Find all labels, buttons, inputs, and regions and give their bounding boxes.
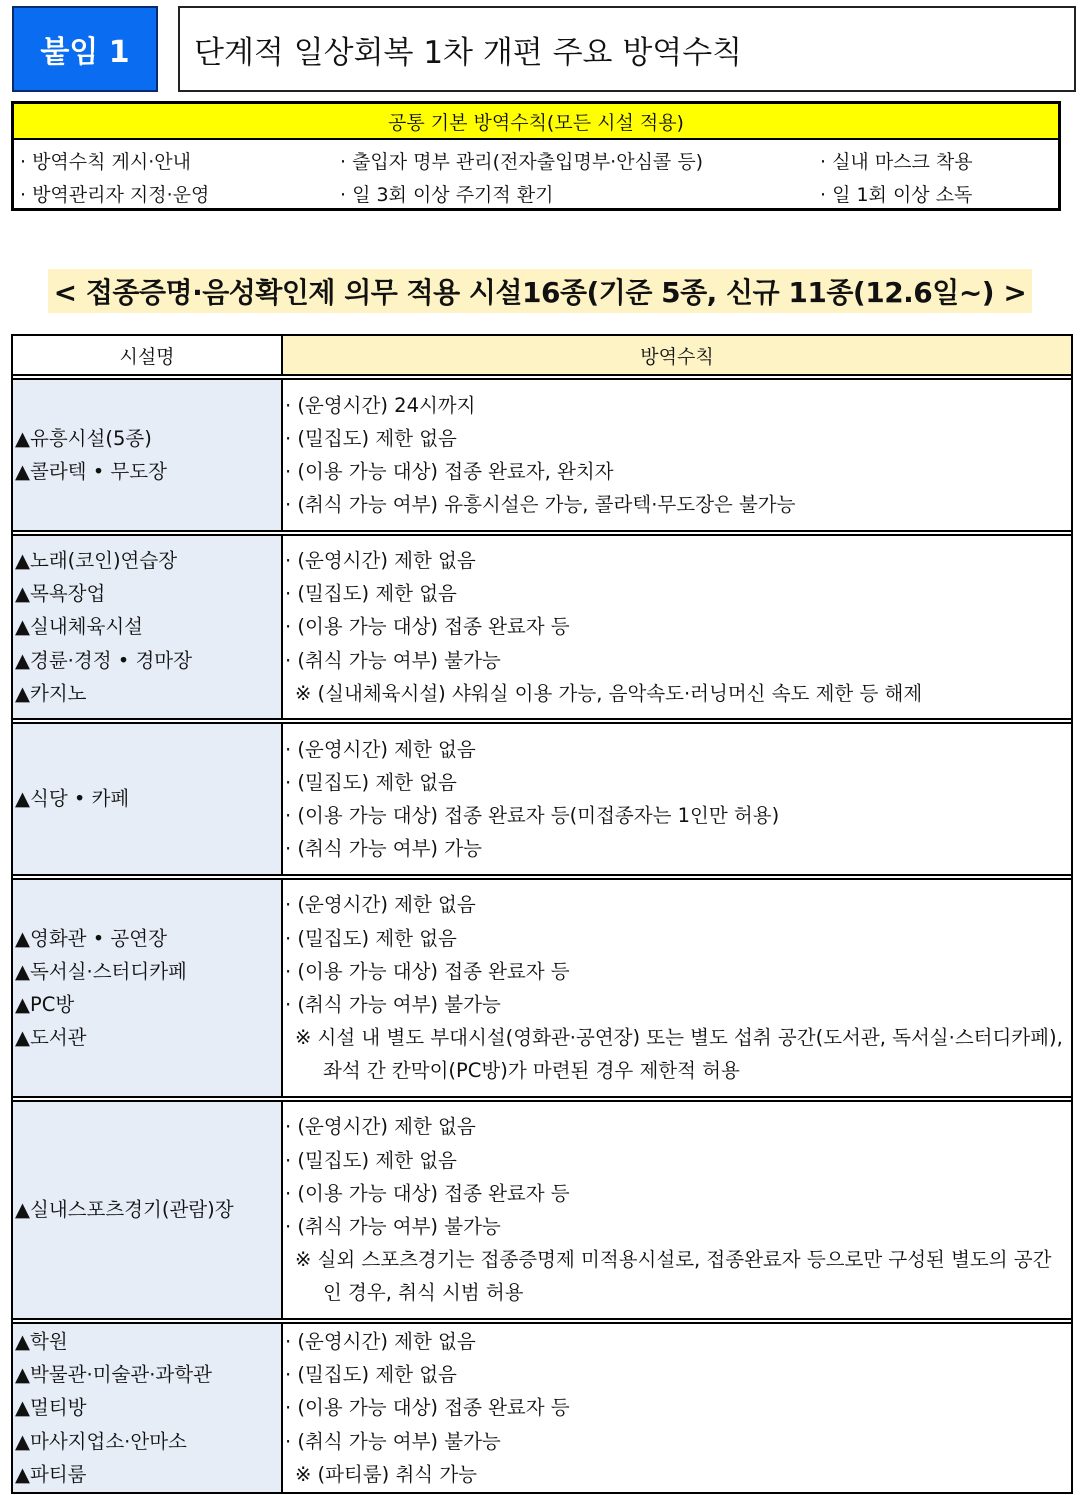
facility-cell [12, 1101, 282, 1319]
facility-name: ▲독서실·스터디카페 [15, 959, 187, 983]
facility-cell [12, 379, 282, 531]
facility-name: ▲실내체육시설 [15, 615, 144, 639]
rule-line: · (이용 가능 대상) 접종 완료자 등 [285, 1181, 570, 1205]
facility-name: ▲노래(코인)연습장 [15, 549, 178, 573]
common-rule-item: · 일 1회 이상 소독 [820, 184, 973, 206]
facility-name: ▲멀티방 [15, 1396, 87, 1420]
rule-note: 인 경우, 취식 시범 허용 [323, 1281, 524, 1305]
common-rules-heading: 공통 기본 방역수칙(모든 시설 적용) [14, 104, 1058, 140]
rule-line: · (밀집도) 제한 없음 [285, 1363, 457, 1387]
common-rule-item: · 출입자 명부 관리(전자출입명부·안심콜 등) [340, 151, 704, 173]
rule-note: ※ 실외 스포츠경기는 접종증명제 미적용시설로, 접종완료자 등으로만 구성된 별도의 공간 [295, 1248, 1052, 1272]
page-title: 단계적 일상회복 1차 개편 주요 방역수칙 [178, 6, 1076, 92]
col-rules-header: 방역수칙 [282, 335, 1072, 375]
rule-line: · (밀집도) 제한 없음 [285, 926, 457, 950]
rule-line: · (밀집도) 제한 없음 [285, 1148, 457, 1172]
rule-note: 좌석 간 칸막이(PC방)가 마련된 경우 제한적 허용 [323, 1059, 740, 1083]
rule-line: · (운영시간) 24시까지 [285, 393, 476, 417]
rule-line: · (밀집도) 제한 없음 [285, 426, 457, 450]
facility-name: ▲영화관 • 공연장 [15, 926, 167, 950]
rule-line: · (운영시간) 제한 없음 [285, 549, 476, 573]
rule-line: · (취식 가능 여부) 가능 [285, 837, 482, 861]
rule-note: ※ (파티룸) 취식 가능 [295, 1462, 478, 1486]
facility-name: ▲학원 [15, 1330, 68, 1353]
col-facility-header: 시설명 [12, 335, 282, 375]
rule-note: ※ 시설 내 별도 부대시설(영화관·공연장) 또는 별도 섭취 공간(도서관, 독서실·스터디카페), [295, 1026, 1063, 1050]
common-rule-item: · 실내 마스크 착용 [820, 151, 973, 173]
rules-cell [282, 1101, 1072, 1319]
facility-name: ▲콜라텍 • 무도장 [15, 460, 167, 483]
table-body [12, 375, 1072, 1493]
rules-cell [282, 723, 1072, 875]
table-row [12, 1101, 1072, 1319]
common-rules-grid [14, 140, 1058, 210]
facility-cell [12, 535, 282, 719]
rules-cell [282, 879, 1072, 1097]
rule-line: · (취식 가능 여부) 불가능 [285, 1429, 501, 1453]
rule-line: · (취식 가능 여부) 유흥시설은 가능, 콜라텍·무도장은 불가능 [285, 493, 796, 517]
table-row [12, 535, 1072, 719]
facility-name: ▲경륜·경정 • 경마장 [15, 648, 192, 672]
facility-name: ▲카지노 [15, 681, 87, 705]
rule-line: · (운영시간) 제한 없음 [285, 1115, 476, 1139]
facility-name: ▲박물관·미술관·과학관 [15, 1363, 212, 1387]
rule-line: · (취식 가능 여부) 불가능 [285, 1215, 501, 1238]
table-row [12, 379, 1072, 531]
rule-line: · (운영시간) 제한 없음 [285, 1330, 476, 1353]
facility-name: ▲실내스포츠경기(관람)장 [15, 1198, 234, 1222]
rule-line: · (이용 가능 대상) 접종 완료자 등 [285, 615, 570, 639]
facility-rules-table [11, 334, 1073, 1494]
section-banner [0, 266, 1080, 316]
rule-line: · (취식 가능 여부) 불가능 [285, 993, 501, 1016]
facility-name: ▲마사지업소·안마소 [15, 1429, 187, 1453]
table-row [12, 723, 1072, 875]
rule-line: · (밀집도) 제한 없음 [285, 770, 457, 794]
rule-line: · (이용 가능 대상) 접종 완료자 등(미접종자는 1인만 허용) [285, 804, 780, 827]
common-rule-item: · 방역수칙 게시·안내 [20, 151, 191, 173]
facility-name: ▲도서관 [15, 1026, 87, 1050]
facility-cell [12, 1323, 282, 1493]
table-header-row [12, 335, 1072, 375]
facility-name: ▲목욕장업 [15, 582, 106, 606]
table-row [12, 879, 1072, 1097]
attachment-badge: 붙임 1 [12, 6, 158, 92]
rule-line: · (이용 가능 대상) 접종 완료자, 완치자 [285, 460, 614, 483]
facility-cell [12, 723, 282, 875]
facility-cell [12, 879, 282, 1097]
rule-line: · (운영시간) 제한 없음 [285, 737, 476, 761]
rules-cell [282, 379, 1072, 531]
common-rules-box [11, 101, 1061, 211]
common-rule-item: · 일 3회 이상 주기적 환기 [340, 184, 554, 206]
table-row [12, 1323, 1072, 1493]
rules-cell [282, 1323, 1072, 1493]
rule-line: · (취식 가능 여부) 불가능 [285, 648, 501, 672]
section-banner-text: < 접종증명·음성확인제 의무 적용 시설16종(기준 5종, 신규 11종(12.6일~) > [48, 269, 1033, 313]
rule-line: · (이용 가능 대상) 접종 완료자 등 [285, 959, 570, 983]
common-rule-item: · 방역관리자 지정·운영 [20, 184, 210, 206]
rule-line: · (밀집도) 제한 없음 [285, 582, 457, 606]
facility-name: ▲식당 • 카페 [15, 787, 130, 811]
facility-name: ▲PC방 [15, 993, 75, 1016]
rules-cell [282, 535, 1072, 719]
rule-note: ※ (실내체육시설) 샤워실 이용 가능, 음악속도·러닝머신 속도 제한 등 해제 [295, 681, 923, 705]
rule-line: · (운영시간) 제한 없음 [285, 893, 476, 917]
facility-name: ▲유흥시설(5종) [15, 426, 152, 450]
facility-name: ▲파티룸 [15, 1462, 87, 1486]
rule-line: · (이용 가능 대상) 접종 완료자 등 [285, 1396, 570, 1420]
